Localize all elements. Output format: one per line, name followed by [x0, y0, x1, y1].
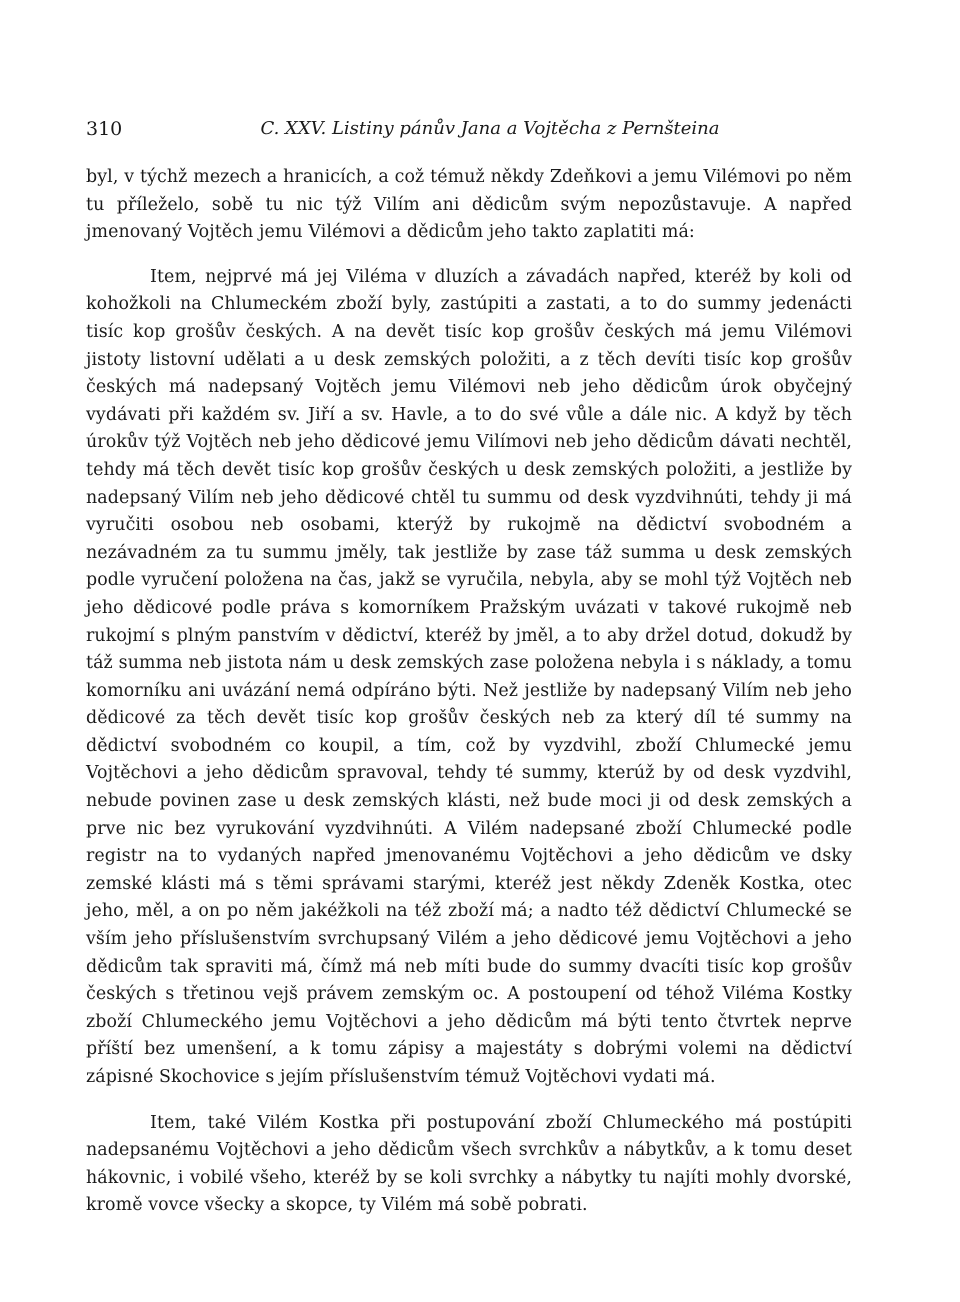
running-title: C. XXV. Listiny pánův Jana a Vojtěcha z Pernšteina: [260, 118, 720, 139]
page-number: 310: [86, 118, 123, 140]
page-header: [86, 118, 854, 142]
paragraph-item-second: Item, také Vilém Kostka při postupování zboží Chlumeckého má postúpiti nadepsanému Vojtěchovi a jeho dědicům všech svrchkův a nábytkův, a k tomu deset hákovnic, i vobilé všeho, kteréž by se koli svrchky a nábytky tu najíti mohly dvorské, kromě vovce všecky a skopce, ty Vilém má sobě pobrati.: [86, 1112, 852, 1216]
paragraph-continuation: byl, v týchž mezech a hranicích, a což témuž někdy Zdeňkovi a jemu Vilémovi po něm tu příleželo, sobě tu nic týž Vilím ani dědicům svým nepozůstavuje. A napřed jmenovaný Vojtěch jemu Vilémovi a dědicům jeho takto zaplatiti má:: [86, 167, 852, 243]
paragraph-item-first: Item, nejprvé má jej Viléma v dluzích a závadách napřed, kteréž by koli od kohožkoli na Chlumeckém zboží byly, zastúpiti a zastati, a to do summy jedenácti tisíc kop grošův českých. A na devět tisíc kop grošův českých má jemu Vilémovi jistoty listovní udělati a u desk zemských položiti, a z těch devíti tisíc kop grošův českých má nadepsaný Vojtěch jemu Vilémovi neb jeho dědicům úrok obyčejný vydávati při každém sv. Jiří a sv. Havle, a to do své vůle a dále nic. A když by těch úrokův týž Vojtěch neb jeho dědicové jemu Vilímovi neb jeho dědicům dávati nechtěl, tehdy má těch devět tisíc kop grošův českých u desk zemských položiti, a jestliže by nadepsaný Vilím neb jeho dědicové chtěl tu summu od desk vyzdvihnúti, tehdy ji má vyručiti osobou neb osobami, kterýž by rukojmě na dědictví svobodném a nezávadném za tu summu jměly, tak jestliže by zase táž summa u desk zemských podle vyručení položena na čas, jakž se vyručila, nebyla, aby se mohl týž Vojtěch neb jeho dědicové podle práva s komorníkem Pražským uvázati v takové rukojmě neb rukojmí s plným panstvím v dědictví, kteréž by jměl, a to aby držel dotud, dokudž by táž summa neb jistota nám u desk zemských zase položena nebyla i s náklady, a tomu komorníku ani uvázání nemá odpíráno býti. Než jestliže by nadepsaný Vilím neb jeho dědicové za těch devět tisíc kop grošův českých neb za který díl té summy na dědictví svobodném co koupil, a tím, což by vyzdvihl, zboží Chlumecké jemu Vojtěchovi a jeho dědicům spravoval, tehdy té summy, kterúž by od desk vyzdvihl, nebude povinen zase u desk zemských klásti, než bude moci ji od desk zemských a prve nic bez vyrukování vyzdvihnúti. A Vilém nadepsané zboží Chlumecké podle registr na to vydaných napřed jmenovanému Vojtěchovi a jeho dědicům ve dsky zemské klásti má s těmi správami starými, kteréž jest někdy Zdeněk Kostka, otec jeho, měl, a on po něm jakéžkoli na též zboží má; a nadto též dědictví Chlumecké se vším jeho příslušenstvím svrchupsaný Vilém a jeho dědicové jemu Vojtěchovi a jeho dědicům tak spraviti má, čímž má neb míti bude do summy dvacíti tisíc kop grošův českých s třetinou vejš právem zemským oc. A postoupení od téhož Viléma Kostky zboží Chlumeckého jemu Vojtěchovi a jeho dědicům má býti tento čtvrtek neprve příští bez umenšení, a k tomu zápisy a majestáty s dobrými volemi na dědictví zápisné Skochovice s jejím příslušenstvím témuž Vojtěchovi vydati má.: [86, 266, 852, 1087]
page-body: [86, 164, 852, 1220]
